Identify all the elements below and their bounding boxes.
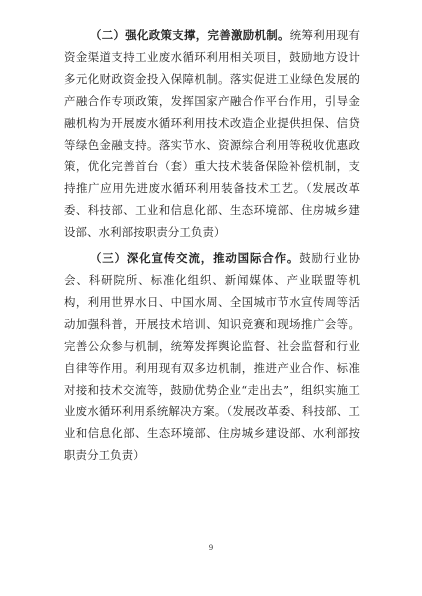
section-heading: （三）深化宣传交流，推动国际合作。	[90, 251, 300, 266]
page-number: 9	[208, 544, 214, 552]
section-publicity-exchange	[64, 248, 360, 467]
section-policy-support	[64, 25, 360, 244]
document-body	[64, 25, 360, 471]
section-body: 鼓励行业协会、科研院所、标准化组织、新闻媒体、产业联盟等机构，利用世界水日、中国水周、全国城市节水宣传周等活动加强科普，开展技术培训、知识竞赛和现场推广会等。完善公众参与机制，统筹发挥舆论监督、社会监督和行业自律等作用。利用现有双多边机制，推进产业合作、标准对接和技术交流等，鼓励优势企业“走出去”，组织实施工业废水循环利用系统解决方案。（发展改革委、科技部、工业和信息化部、生态环境部、住房城乡建设部、水利部按职责分工负责）	[64, 251, 360, 463]
section-heading: （二）强化政策支撑，完善激励机制。	[90, 28, 290, 42]
section-body: 统筹利用现有资金渠道支持工业废水循环利用相关项目，鼓励地方设计多元化财政资金投入保障机制。落实促进工业绿色发展的产融合作专项政策，发挥国家产融合作平台作用，引导金融机构为开展废水循环利用技术改造企业提供担保、信贷等绿色金融支持。落实节水、资源综合利用等税收优惠政策，优化完善首台（套）重大技术装备保险补偿机制，支持推广应用先进废水循环利用装备技术工艺。（发展改革委、科技部、工业和信息化部、生态环境部、住房城乡建设部、水利部按职责分工负责）	[64, 28, 360, 240]
